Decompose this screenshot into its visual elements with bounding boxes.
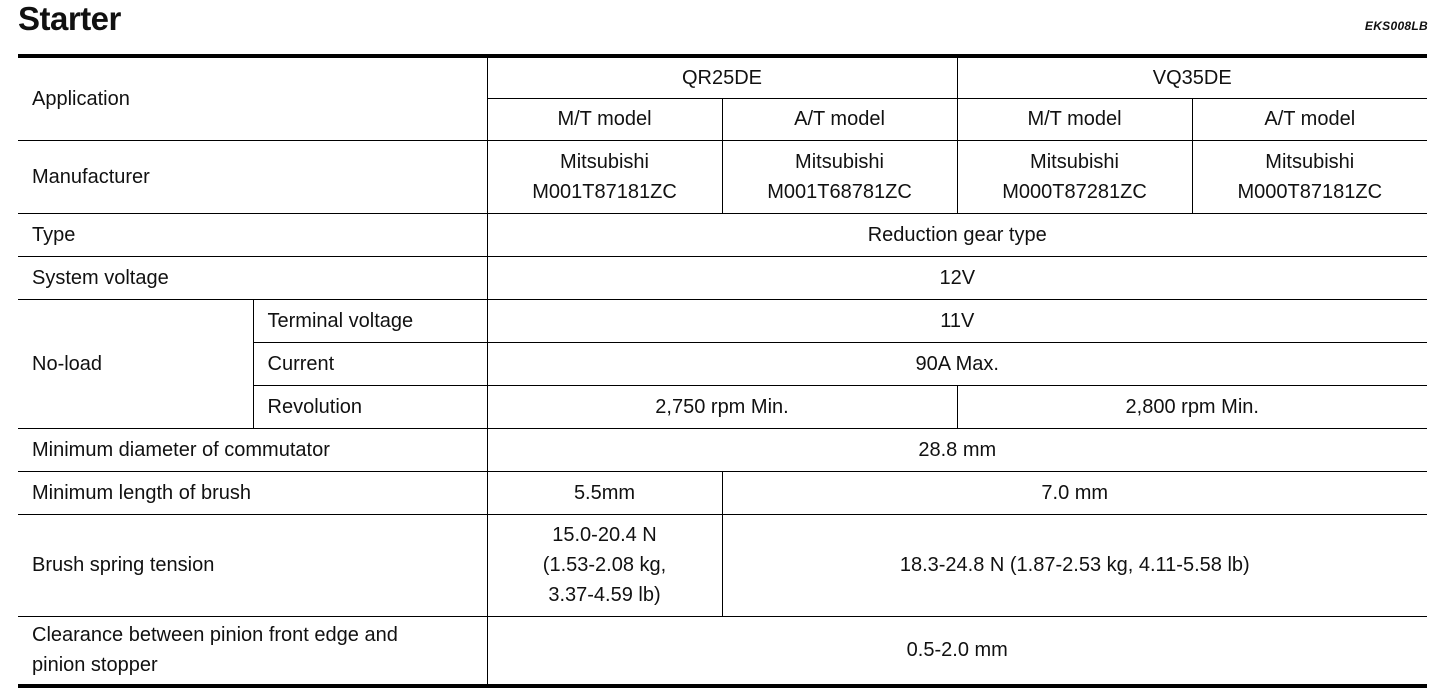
brush-spring-qr-mt: 15.0-20.4 N (1.53-2.08 kg, 3.37-4.59 lb) — [487, 514, 722, 616]
manufacturer-qr-mt: Mitsubishi M001T87181ZC — [487, 140, 722, 213]
terminal-voltage-label: Terminal voltage — [253, 299, 487, 342]
vq-mt-header: M/T model — [957, 98, 1192, 140]
engine-qr25de-header: QR25DE — [487, 56, 957, 98]
brush-length-other: 7.0 mm — [722, 471, 1427, 514]
no-load-label: No-load — [18, 299, 253, 428]
brush-length-qr-mt: 5.5mm — [487, 471, 722, 514]
brush-spring-other: 18.3-24.8 N (1.87-2.53 kg, 4.11-5.58 lb) — [722, 514, 1427, 616]
commutator-value: 28.8 mm — [487, 428, 1427, 471]
terminal-voltage-value: 11V — [487, 299, 1427, 342]
manufacturer-vq-mt: Mitsubishi M000T87281ZC — [957, 140, 1192, 213]
pinion-clearance-value: 0.5-2.0 mm — [487, 616, 1427, 686]
system-voltage-value: 12V — [487, 256, 1427, 299]
pinion-clearance-label: Clearance between pinion front edge and pinion stopper — [18, 616, 487, 686]
type-value: Reduction gear type — [487, 213, 1427, 256]
manufacturer-qr-at: Mitsubishi M001T68781ZC — [722, 140, 957, 213]
commutator-label: Minimum diameter of commutator — [18, 428, 487, 471]
current-value: 90A Max. — [487, 342, 1427, 385]
brush-spring-label: Brush spring tension — [18, 514, 487, 616]
manufacturer-vq-at: Mitsubishi M000T87181ZC — [1192, 140, 1427, 213]
page-title: Starter — [18, 0, 121, 37]
manufacturer-label: Manufacturer — [18, 140, 487, 213]
qr-at-header: A/T model — [722, 98, 957, 140]
revolution-qr25de: 2,750 rpm Min. — [487, 385, 957, 428]
application-label: Application — [18, 56, 487, 140]
type-label: Type — [18, 213, 487, 256]
system-voltage-label: System voltage — [18, 256, 487, 299]
document-code: EKS008LB — [1364, 19, 1428, 33]
brush-length-label: Minimum length of brush — [18, 471, 487, 514]
engine-vq35de-header: VQ35DE — [957, 56, 1427, 98]
vq-at-header: A/T model — [1192, 98, 1427, 140]
revolution-label: Revolution — [253, 385, 487, 428]
current-label: Current — [253, 342, 487, 385]
qr-mt-header: M/T model — [487, 98, 722, 140]
revolution-vq35de: 2,800 rpm Min. — [957, 385, 1427, 428]
starter-spec-table — [18, 54, 1427, 688]
